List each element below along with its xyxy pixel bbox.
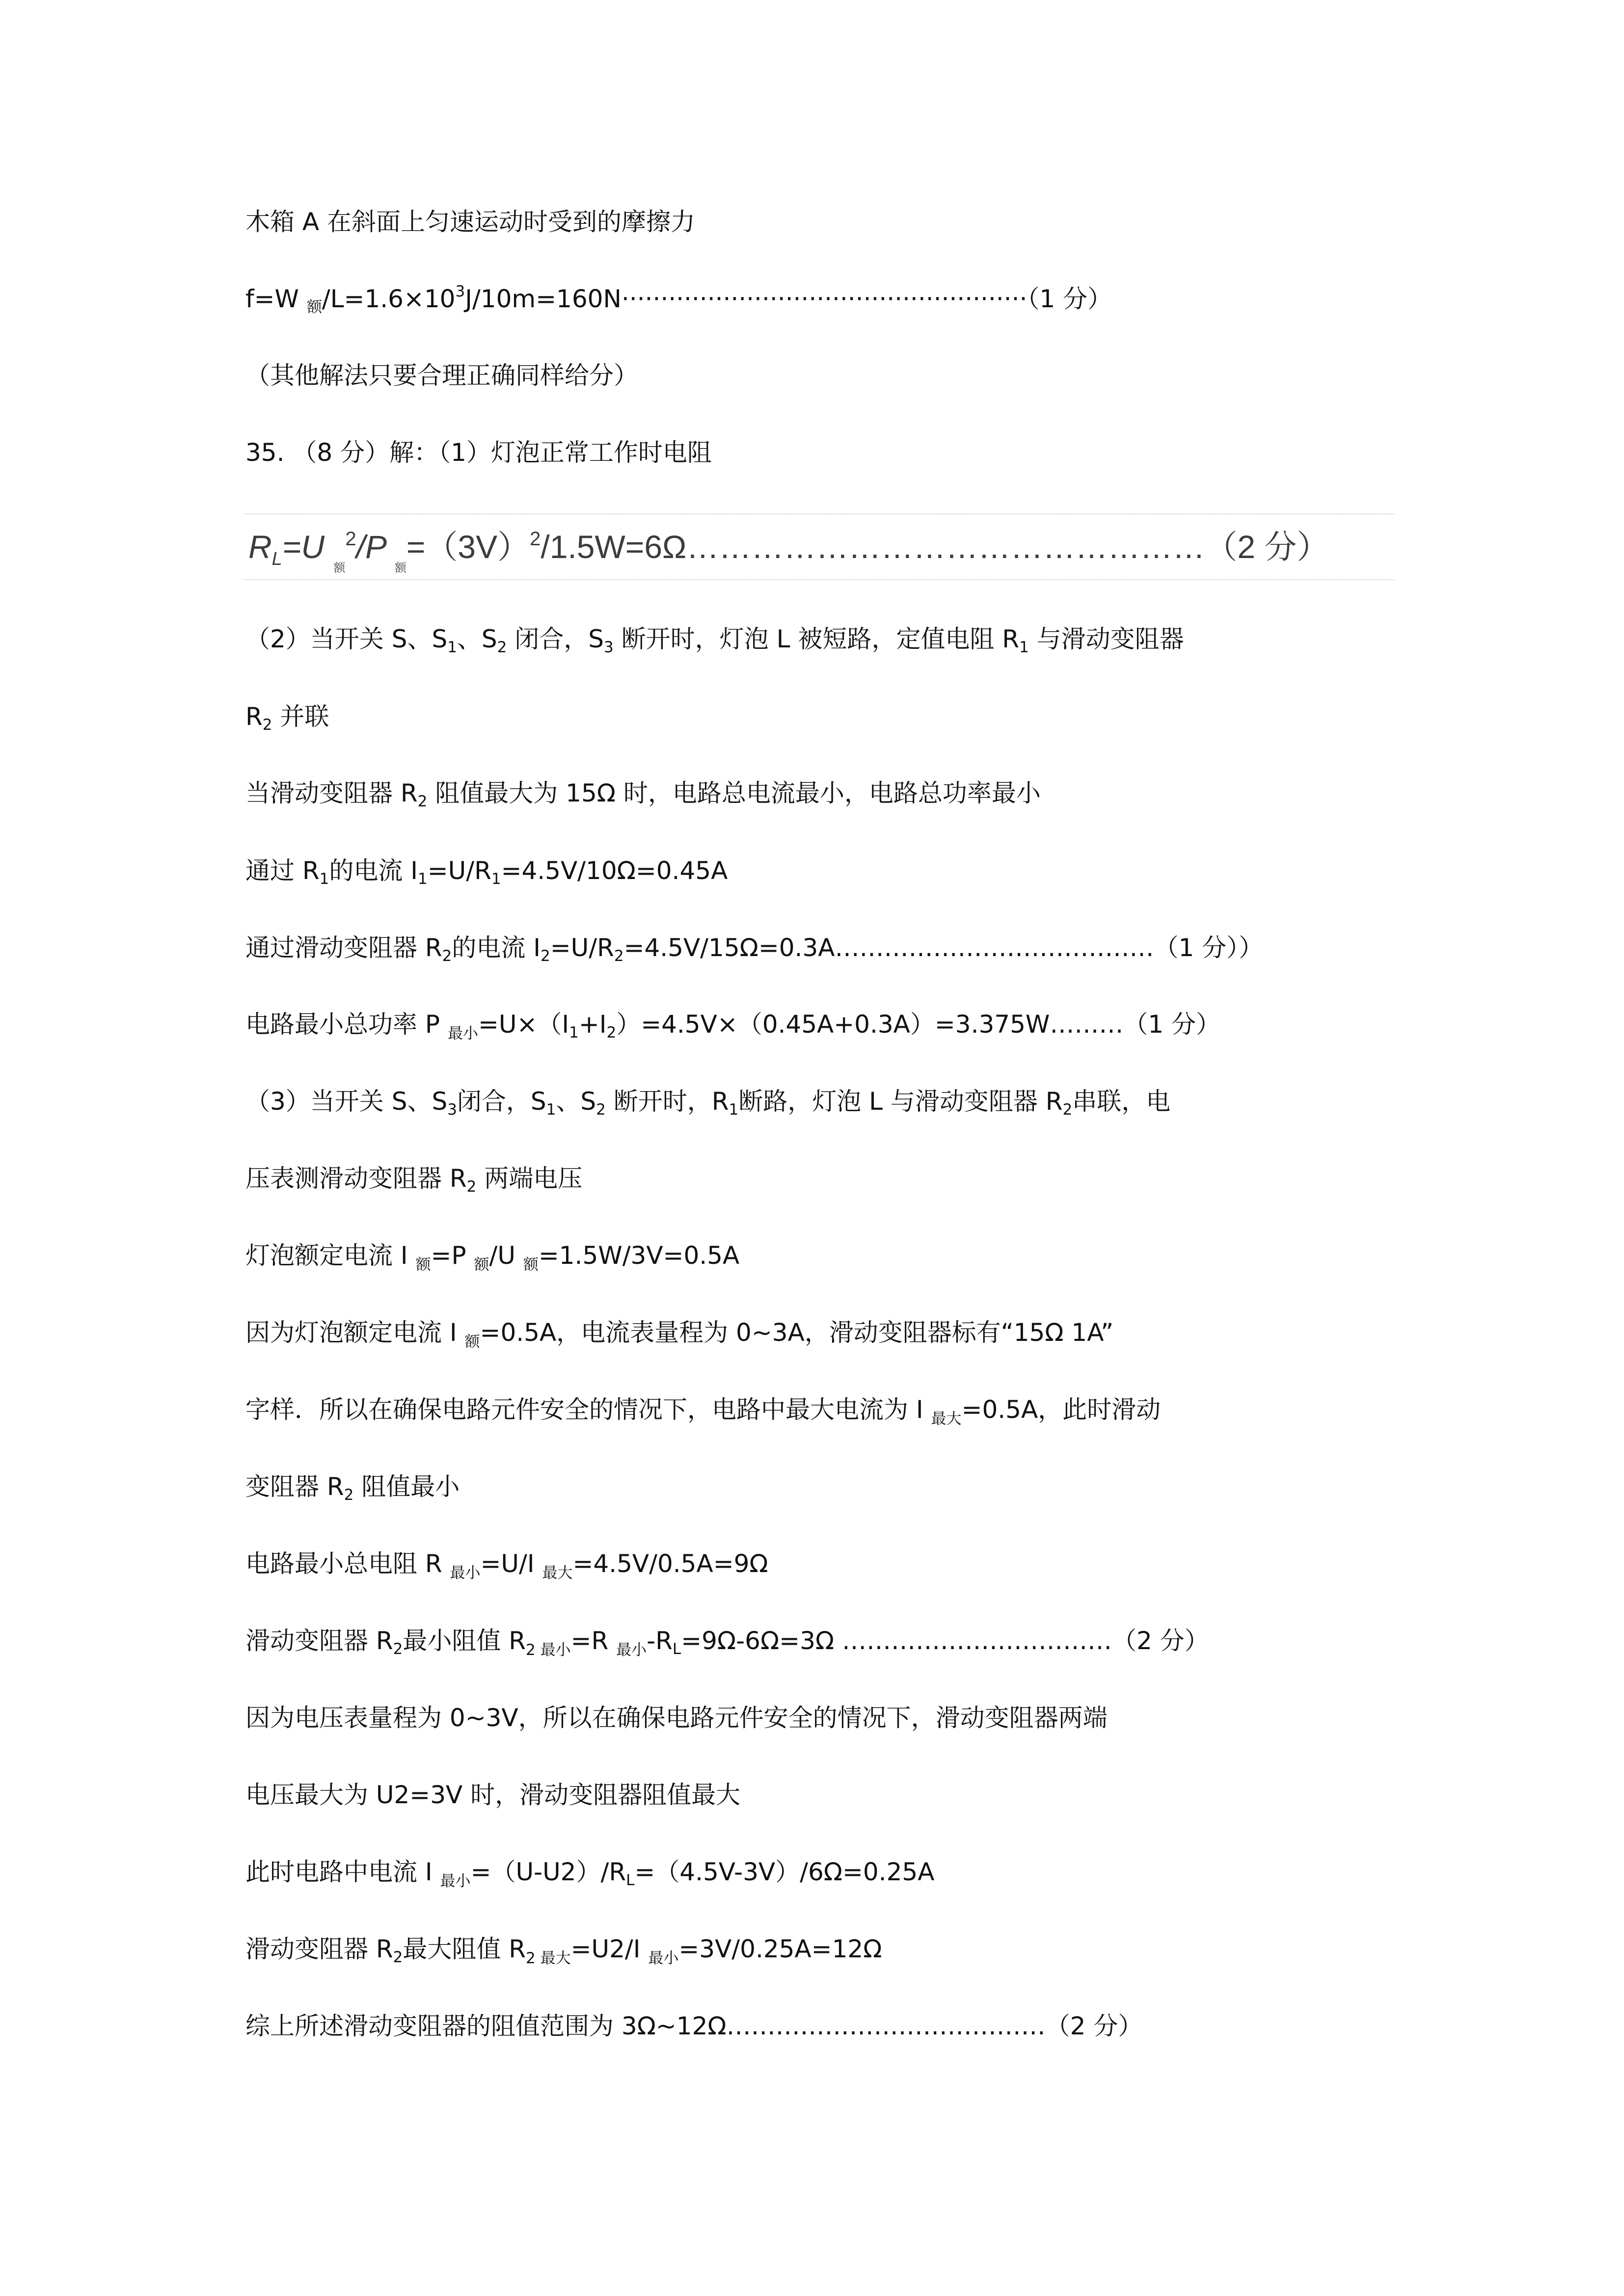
subscript: 最小 [450, 1564, 481, 1582]
subscript: 2 [344, 1486, 354, 1504]
text: 因为电压表量程为 0~3V，所以在确保电路元件安全的情况下，滑动变阻器两端 [245, 1704, 1108, 1732]
subscript: 额 [394, 561, 406, 575]
text-line-min-power-condition [245, 777, 1041, 809]
subscript: L [626, 1871, 635, 1889]
subscript: 最小 [648, 1949, 679, 1967]
subscript: 额 [523, 1256, 539, 1274]
text: 阻值最小 [353, 1472, 460, 1501]
subscript: 3 [604, 639, 614, 656]
text: 并联 [272, 702, 329, 731]
subscript: L [271, 549, 282, 569]
subscript: 额 [306, 298, 322, 316]
text: 综上所述滑动变阻器的阻值范围为 3Ω~12Ω…………………………………（2 分） [245, 2012, 1143, 2040]
text: =U2/I [570, 1935, 649, 1963]
text: 两端电压 [476, 1164, 583, 1193]
text: =1.5W/3V=0.5A [538, 1241, 740, 1270]
text: 最大阻值 R [403, 1935, 526, 1963]
text: 压表测滑动变阻器 R [245, 1164, 467, 1193]
text: 灯泡额定电流 I [245, 1241, 416, 1270]
text-line-current-r1 [245, 855, 728, 886]
text: 变阻器 R [245, 1472, 344, 1501]
formula-symbol: /P [356, 529, 395, 565]
text: 滑动变阻器 R [245, 1627, 393, 1655]
subscript: 额 [464, 1333, 480, 1351]
text: R [245, 702, 263, 731]
text: /U [489, 1241, 523, 1270]
text-line-current-r2 [245, 932, 1263, 963]
text: =U×（I [478, 1010, 569, 1039]
text: 当滑动变阻器 R [245, 779, 418, 807]
text: （其他解法只要合理正确同样给分） [245, 361, 638, 390]
text: 闭合，S [507, 625, 604, 653]
text: -R [647, 1627, 673, 1655]
text: =0.5A，电流表量程为 0~3A，滑动变阻器标有“15Ω 1A” [480, 1318, 1114, 1347]
text: 电路最小总功率 P [245, 1010, 448, 1039]
text: 通过 R [245, 856, 320, 885]
subscript: 1 [729, 1101, 739, 1119]
subscript: 3 [447, 1101, 457, 1119]
text: =4.5V/15Ω=0.3A…………………………………（1 分）） [623, 934, 1264, 962]
text: /1.5W=6Ω…………………………………………（2 分） [541, 529, 1329, 565]
subscript: 1 [1019, 639, 1029, 656]
subscript: 最大 [542, 1564, 573, 1582]
text: =U/I [480, 1549, 542, 1578]
text: 因为灯泡额定电流 I [245, 1318, 465, 1347]
text: =R [570, 1627, 617, 1655]
text: 的电流 I [452, 934, 541, 962]
text-line-parallel [245, 701, 329, 732]
formula-text [248, 527, 1329, 575]
text: ）=4.5V×（0.45A+0.3A）=3.375W………（1 分） [616, 1010, 1221, 1039]
text: 通过滑动变阻器 R [245, 934, 442, 962]
text-line-ammeter-range [245, 1317, 1113, 1358]
text: 断开时，灯泡 L 被短路，定值电阻 R [613, 625, 1019, 653]
text-line-note [245, 360, 638, 391]
superscript: 2 [345, 528, 356, 550]
subscript: 2 [417, 793, 428, 810]
subscript: 1 [418, 870, 428, 888]
text: （3）当开关 S、S [245, 1087, 448, 1116]
text-line-min-power [245, 1009, 1220, 1049]
formula-symbol: R [248, 529, 272, 565]
subscript: 1 [491, 870, 501, 888]
subscript: 2 [262, 716, 272, 734]
text-line-r2-min [245, 1625, 1209, 1666]
subscript: 2 最小 [526, 1641, 571, 1659]
text-line-max-voltage [245, 1779, 740, 1811]
text: 闭合，S [457, 1087, 546, 1116]
text: 字样．所以在确保电路元件安全的情况下，电路中最大电流为 I [245, 1395, 931, 1424]
text: J/10m=160N····················································（1 分） [465, 285, 1112, 313]
text: 与滑动变阻器 [1029, 625, 1184, 653]
text: =4.5V/0.5A=9Ω [572, 1549, 768, 1578]
text: =U/R [427, 856, 491, 885]
subscript: 2 [614, 947, 624, 965]
subscript: 2 [393, 1949, 403, 1966]
text-line-max-current [245, 1394, 1161, 1435]
text: 木箱 A 在斜面上匀速运动时受到的摩擦力 [245, 208, 695, 236]
text-line-part2-condition [245, 623, 1184, 655]
subscript: 2 [497, 639, 507, 656]
text: 、S [457, 625, 497, 653]
subscript: 2 最大 [526, 1949, 571, 1967]
text: 此时电路中电流 I [245, 1858, 440, 1886]
superscript: 3 [455, 283, 465, 300]
text-line-friction-formula [245, 283, 1112, 315]
text: /L=1.6×10 [322, 285, 456, 313]
text: 串联，电 [1072, 1087, 1171, 1116]
subscript: 最大 [931, 1410, 962, 1428]
subscript: 1 [447, 639, 457, 656]
subscript: 2 [541, 947, 550, 965]
subscript: 最小 [616, 1641, 647, 1659]
text: 电压最大为 U2=3V 时，滑动变阻器阻值最大 [245, 1781, 741, 1809]
text-line-voltmeter-range [245, 1702, 1108, 1734]
subscript: 2 [466, 1178, 477, 1196]
text: +I [578, 1010, 607, 1039]
text: =P [431, 1241, 474, 1270]
text: =（U-U2）/R [470, 1858, 626, 1886]
text: 断开时，R [605, 1087, 729, 1116]
subscript: 2 [393, 1640, 403, 1658]
subscript: L [672, 1640, 681, 1658]
text-line-question-35 [245, 437, 712, 468]
text-line-r2-max [245, 1933, 882, 1974]
text-line-part3-condition [245, 1086, 1170, 1117]
subscript: 2 [596, 1101, 606, 1119]
text: =（4.5V-3V）/6Ω=0.25A [634, 1858, 935, 1886]
subscript: 1 [569, 1024, 579, 1041]
text: =3V/0.25A=12Ω [678, 1935, 882, 1963]
subscript: 2 [606, 1024, 617, 1041]
formula-image-lamp-resistance [244, 513, 1394, 580]
text: 、S [556, 1087, 596, 1116]
subscript: 1 [546, 1101, 556, 1119]
text-line-min-current [245, 1856, 934, 1897]
text-line-rated-current [245, 1240, 739, 1281]
subscript: 最小 [447, 1025, 478, 1042]
text: 阻值最大为 15Ω 时，电路总电流最小，电路总功率最小 [427, 779, 1041, 807]
text: 滑动变阻器 R [245, 1935, 393, 1963]
text: 的电流 I [329, 856, 418, 885]
text-line-friction-title [245, 206, 695, 238]
subscript: 额 [415, 1256, 431, 1274]
text: f=W [245, 285, 307, 313]
text: =4.5V/10Ω=0.45A [501, 856, 728, 885]
subscript: 2 [1062, 1101, 1073, 1119]
text-line-conclusion [245, 2010, 1142, 2042]
subscript: 额 [333, 561, 346, 575]
subscript: 最小 [440, 1872, 471, 1890]
text-line-min-resistance-note [245, 1471, 460, 1502]
superscript: 2 [530, 528, 541, 550]
text: =0.5A，此时滑动 [961, 1395, 1161, 1424]
subscript: 额 [474, 1256, 489, 1274]
text: =U/R [550, 934, 614, 962]
formula-symbol: =U [282, 529, 334, 565]
text: =9Ω-6Ω=3Ω ……………………………（2 分） [681, 1627, 1209, 1655]
text-line-min-total-resistance [245, 1548, 768, 1589]
subscript: 2 [442, 947, 452, 965]
text: 最小阻值 R [403, 1627, 526, 1655]
text: 35. （8 分）解：（1）灯泡正常工作时电阻 [245, 438, 712, 467]
text-line-voltmeter [245, 1163, 582, 1194]
text: （2）当开关 S、S [245, 625, 448, 653]
text: =（3V） [406, 529, 530, 565]
text: 电路最小总电阻 R [245, 1549, 450, 1578]
subscript: 1 [319, 870, 329, 888]
text: 断路，灯泡 L 与滑动变阻器 R [738, 1087, 1063, 1116]
